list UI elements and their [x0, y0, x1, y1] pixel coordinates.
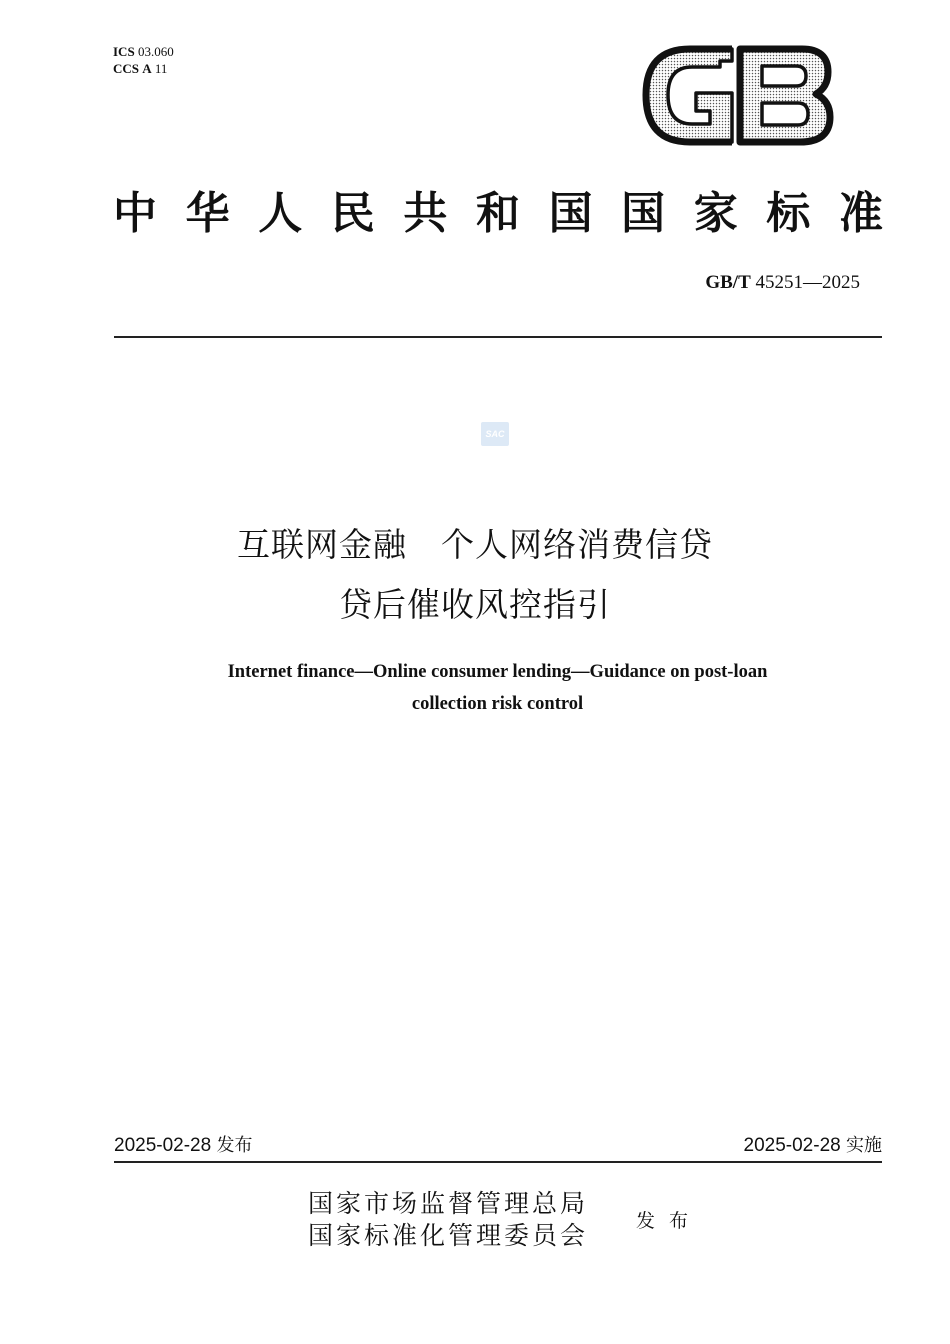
issuer-sac: 国家标准化管理委员会 — [308, 1221, 589, 1250]
title-char: 国 — [621, 188, 666, 239]
issuing-authorities — [308, 1188, 588, 1252]
title-char: 标 — [766, 188, 811, 239]
ccs-code: 11 — [154, 61, 168, 76]
standard-number-value: 45251—2025 — [755, 272, 860, 293]
top-divider — [114, 336, 882, 338]
release-date — [114, 1131, 252, 1157]
title-char: 国 — [548, 188, 593, 239]
release-date-value: 2025-02-28 — [114, 1135, 212, 1156]
ics-line — [113, 43, 174, 60]
ccs-letter: A — [142, 61, 152, 76]
title-char: 准 — [838, 188, 883, 239]
document-title-cn-line1: 互联网金融 个人网络消费信贷 — [237, 525, 713, 564]
ics-code: 03.060 — [137, 44, 174, 59]
ics-label: ICS — [113, 44, 135, 59]
title-char: 民 — [330, 188, 375, 239]
release-date-label: 发布 — [216, 1135, 253, 1156]
ccs-label: CCS — [113, 61, 140, 76]
effective-date-label: 实施 — [846, 1135, 882, 1156]
title-char: 和 — [475, 188, 520, 239]
effective-date — [744, 1131, 882, 1157]
document-title-en-line1: Internet finance—Online consumer lending—Guidance on post-loan — [227, 662, 768, 682]
title-char: 人 — [258, 188, 303, 239]
title-char: 共 — [403, 188, 448, 239]
standard-number-prefix: GB/T — [705, 272, 751, 293]
document-title-en-line2: collection risk control — [411, 694, 584, 714]
ccs-line — [113, 60, 174, 77]
issuer-samr: 国家市场监督管理总局 — [308, 1189, 589, 1218]
classification-codes — [113, 43, 174, 77]
title-char: 家 — [693, 188, 738, 239]
sac-watermark: SAC — [481, 422, 509, 446]
title-char: 中 — [113, 188, 157, 239]
standard-number — [705, 272, 860, 294]
title-char: 华 — [185, 188, 230, 239]
standard-type-title — [113, 178, 883, 240]
document-title-cn-line2: 贷后催收风控指引 — [339, 585, 611, 624]
bottom-divider — [114, 1161, 882, 1163]
issue-label: 发布 — [636, 1210, 703, 1232]
gb-logo-icon — [640, 45, 835, 147]
effective-date-value: 2025-02-28 — [743, 1135, 841, 1156]
